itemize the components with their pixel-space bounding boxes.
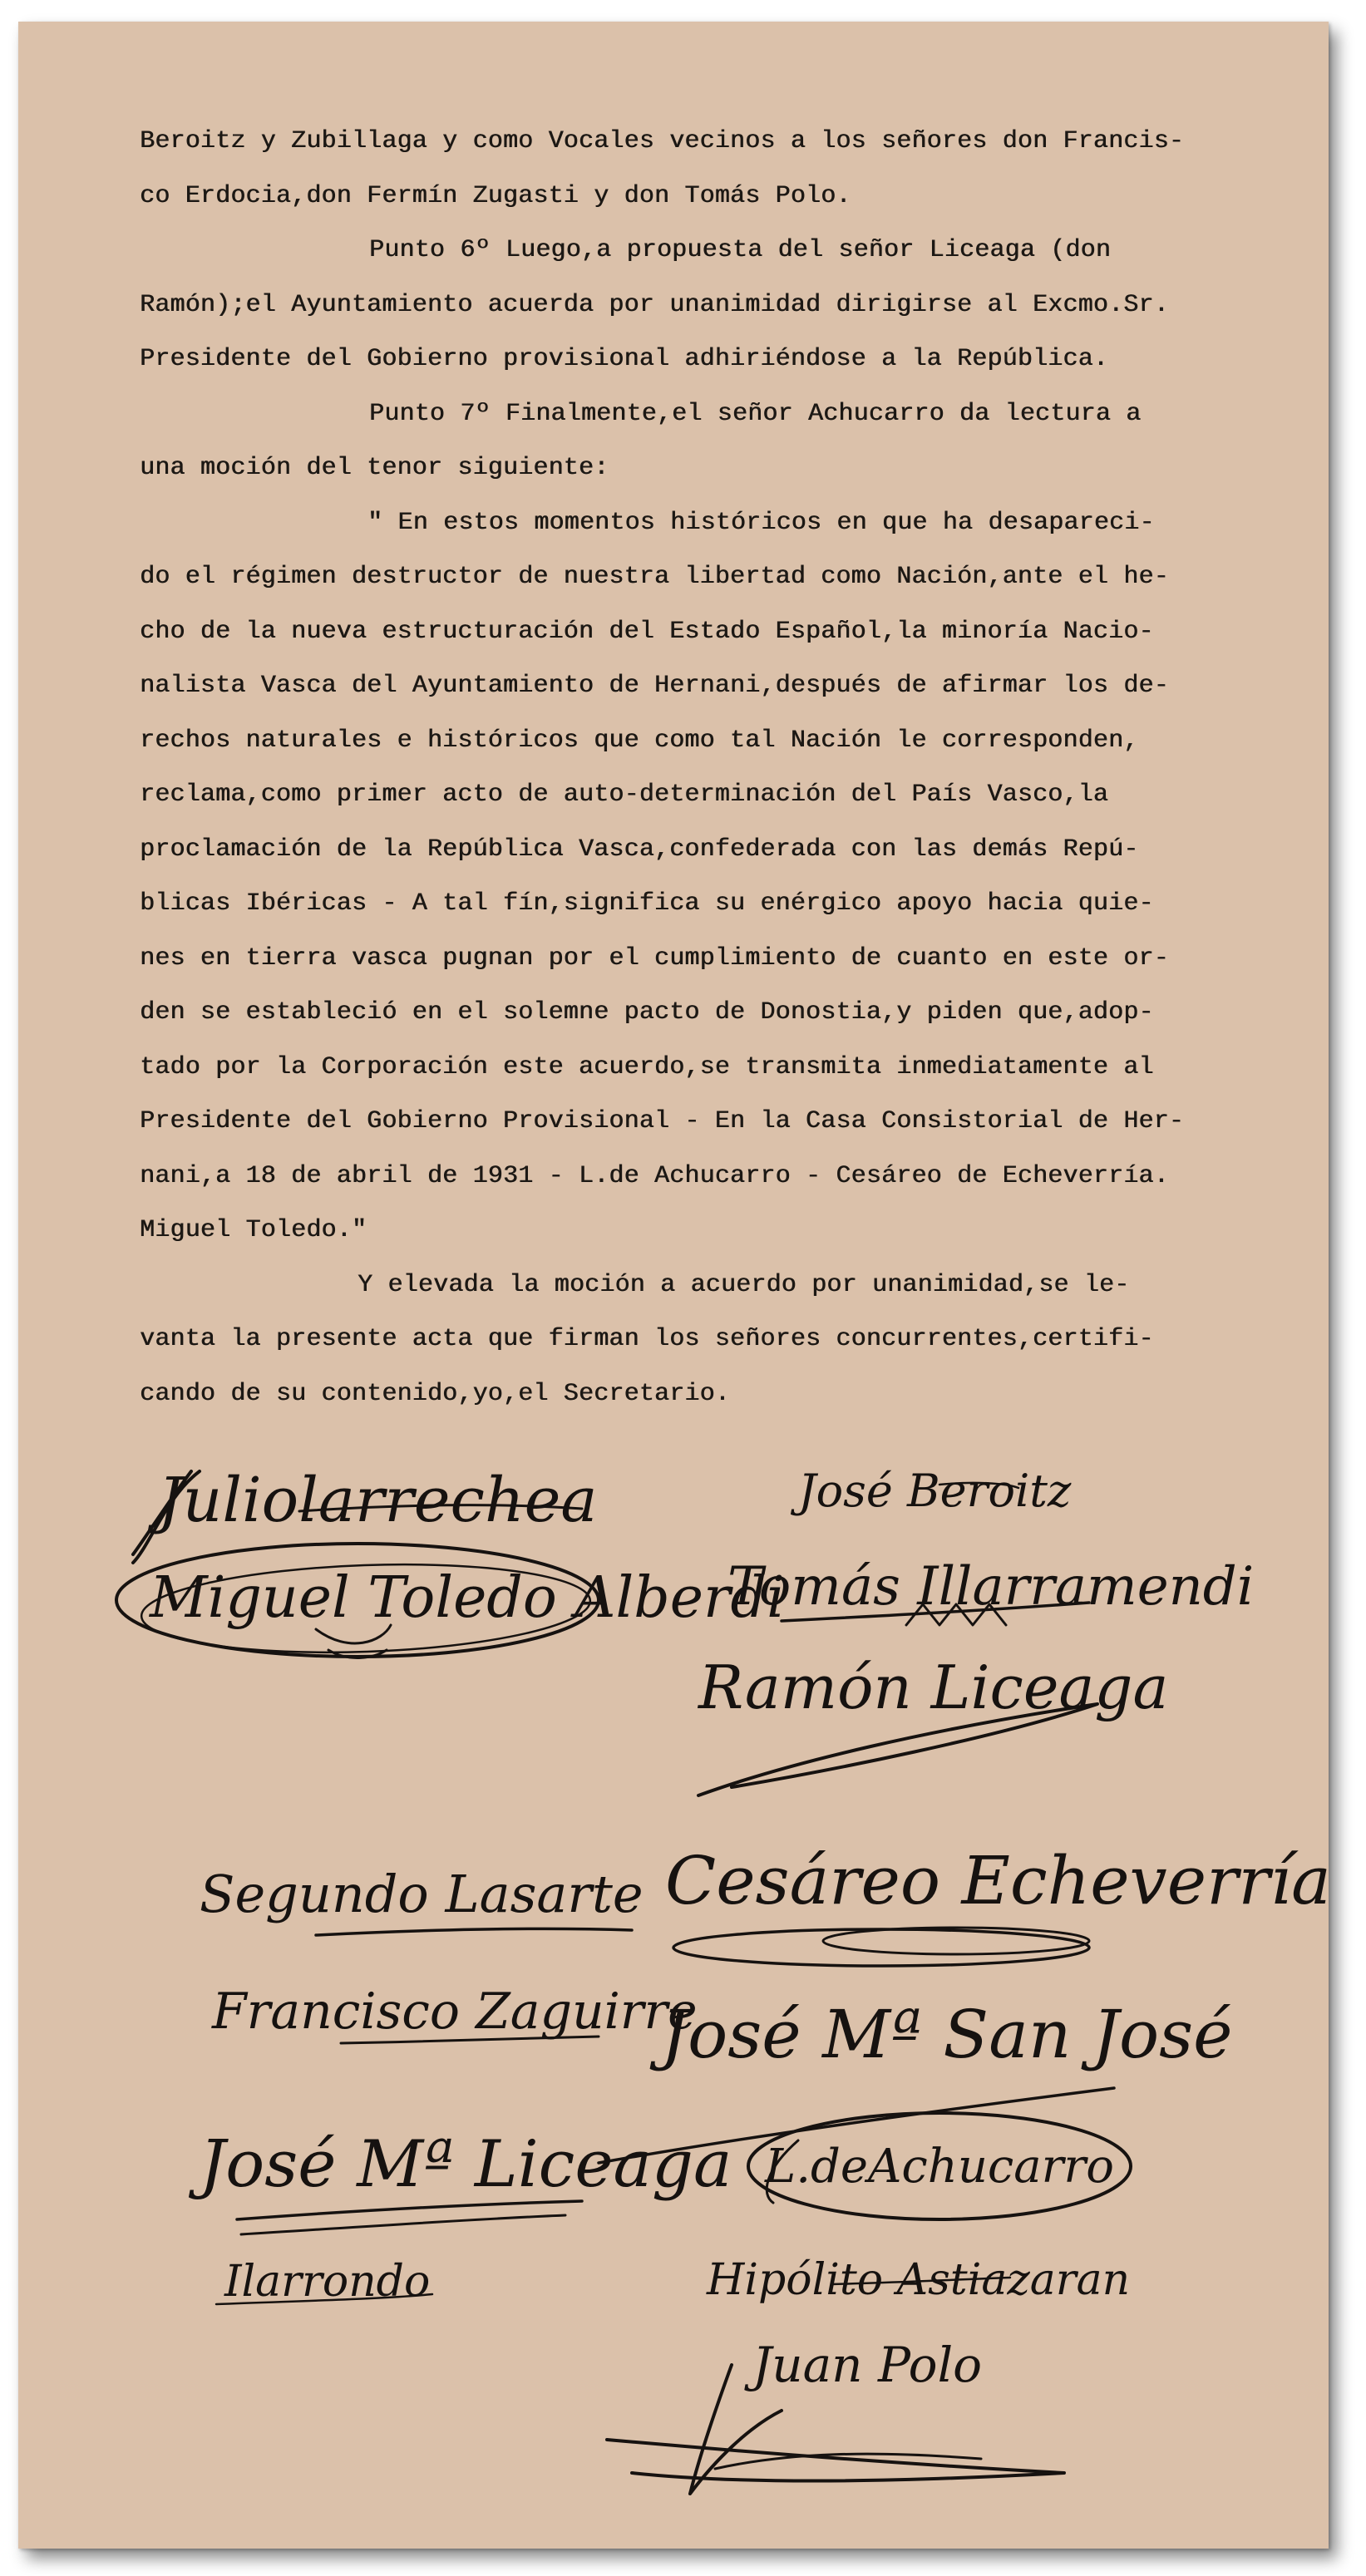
text-line: cho de la nueva estructuración del Estado Español,la minoría Nacio- (140, 617, 1154, 646)
text-line: Beroitz y Zubillaga y como Vocales vecinos a los señores don Francis- (140, 127, 1185, 155)
signature-3 (790, 1465, 1072, 1517)
signature-1 (133, 1465, 598, 1563)
text-line: nani,a 18 de abril de 1931 - L.de Achucarro - Cesáreo de Echeverría. (140, 1161, 1169, 1190)
text-line: una moción del tenor siguiente: (140, 454, 609, 482)
text-line: Ramón);el Ayuntamiento acuerda por unanimidad dirigirse al Excmo.Sr. (140, 290, 1169, 319)
signature-4 (727, 1556, 1254, 1625)
svg-text:Ilarrondo: Ilarrondo (224, 2257, 431, 2307)
svg-text:José Beroitz: José Beroitz (798, 1465, 1072, 1517)
text-line: blicas Ibéricas - A tal fín,significa su enérgico apoyo hacia quie- (140, 889, 1154, 918)
signature-7 (665, 1842, 1331, 1966)
svg-text:Francisco Zaguirre: Francisco Zaguirre (212, 1982, 698, 2041)
text-line: proclamación de la República Vasca,confederada con las demás Repú- (140, 835, 1139, 864)
text-line: " En estos momentos históricos en que ha desapareci- (367, 508, 1155, 537)
svg-text:Segundo Lasarte: Segundo Lasarte (200, 1864, 644, 1924)
signature-12 (216, 2257, 432, 2307)
text-line: Punto 7º Finalmente,el señor Achucarro da lectura a (369, 399, 1142, 428)
text-line: Presidente del Gobierno provisional adhiriéndose a la República. (140, 345, 1108, 373)
svg-text:Juliolarrechea: Juliolarrechea (158, 1465, 598, 1536)
text-line: cando de su contenido,yo,el Secretario. (140, 1379, 730, 1408)
svg-text:José Mª Liceaga: José Mª Liceaga (200, 2127, 732, 2202)
signature-14 (607, 2337, 1064, 2494)
text-line: rechos naturales e históricos que como tal Nación le corresponden, (140, 726, 1139, 755)
signature-13 (706, 2255, 1130, 2305)
signature-6 (200, 1864, 644, 1935)
text-line: vanta la presente acta que firman los señores concurrentes,certifi- (140, 1325, 1154, 1353)
svg-text:Hipólito Astiazaran: Hipólito Astiazaran (707, 2255, 1131, 2305)
signature-10 (188, 2127, 732, 2234)
text-line: Y elevada la moción a acuerdo por unanimidad,se le- (358, 1270, 1130, 1299)
signature-8 (211, 1982, 698, 2043)
signature-2 (116, 1544, 785, 1659)
svg-text:Ramón Liceaga: Ramón Liceaga (698, 1652, 1169, 1722)
svg-text:Cesáreo Echeverría: Cesáreo Echeverría (665, 1842, 1331, 1919)
svg-text:Tomás Illarramendi: Tomás Illarramendi (727, 1556, 1255, 1618)
svg-text:Juan Polo: Juan Polo (752, 2337, 983, 2393)
text-line: co Erdocia,don Fermín Zugasti y don Tomás Polo. (140, 181, 851, 210)
text-line: nes en tierra vasca pugnan por el cumplimiento de cuanto en este or- (140, 943, 1169, 973)
svg-text:José Mª San José: José Mª San José (661, 1996, 1233, 2073)
svg-text:Miguel Toledo Alberdi: Miguel Toledo Alberdi (150, 1565, 785, 1631)
text-line: den se estableció en el solemne pacto de Donostia,y piden que,adop- (140, 998, 1154, 1027)
text-line: tado por la Corporación este acuerdo,se transmita inmediatamente al (140, 1052, 1154, 1081)
text-line: nalista Vasca del Ayuntamiento de Hernani,después de afirmar los de- (140, 672, 1169, 700)
text-line: reclama,como primer acto de auto-determinación del País Vasco,la (140, 781, 1108, 809)
signature-9 (649, 1996, 1233, 2073)
text-line: Punto 6º Luego,a propuesta del señor Liceaga (don (369, 236, 1111, 264)
text-line: Presidente del Gobierno Provisional - En la Casa Consistorial de Her- (140, 1107, 1185, 1135)
signature-5 (697, 1652, 1168, 1795)
svg-text:L.deAchucarro: L.deAchucarro (765, 2140, 1114, 2194)
text-line: do el régimen destructor de nuestra libertad como Nación,ante el he- (140, 563, 1169, 591)
text-line: Miguel Toledo." (140, 1216, 367, 1244)
